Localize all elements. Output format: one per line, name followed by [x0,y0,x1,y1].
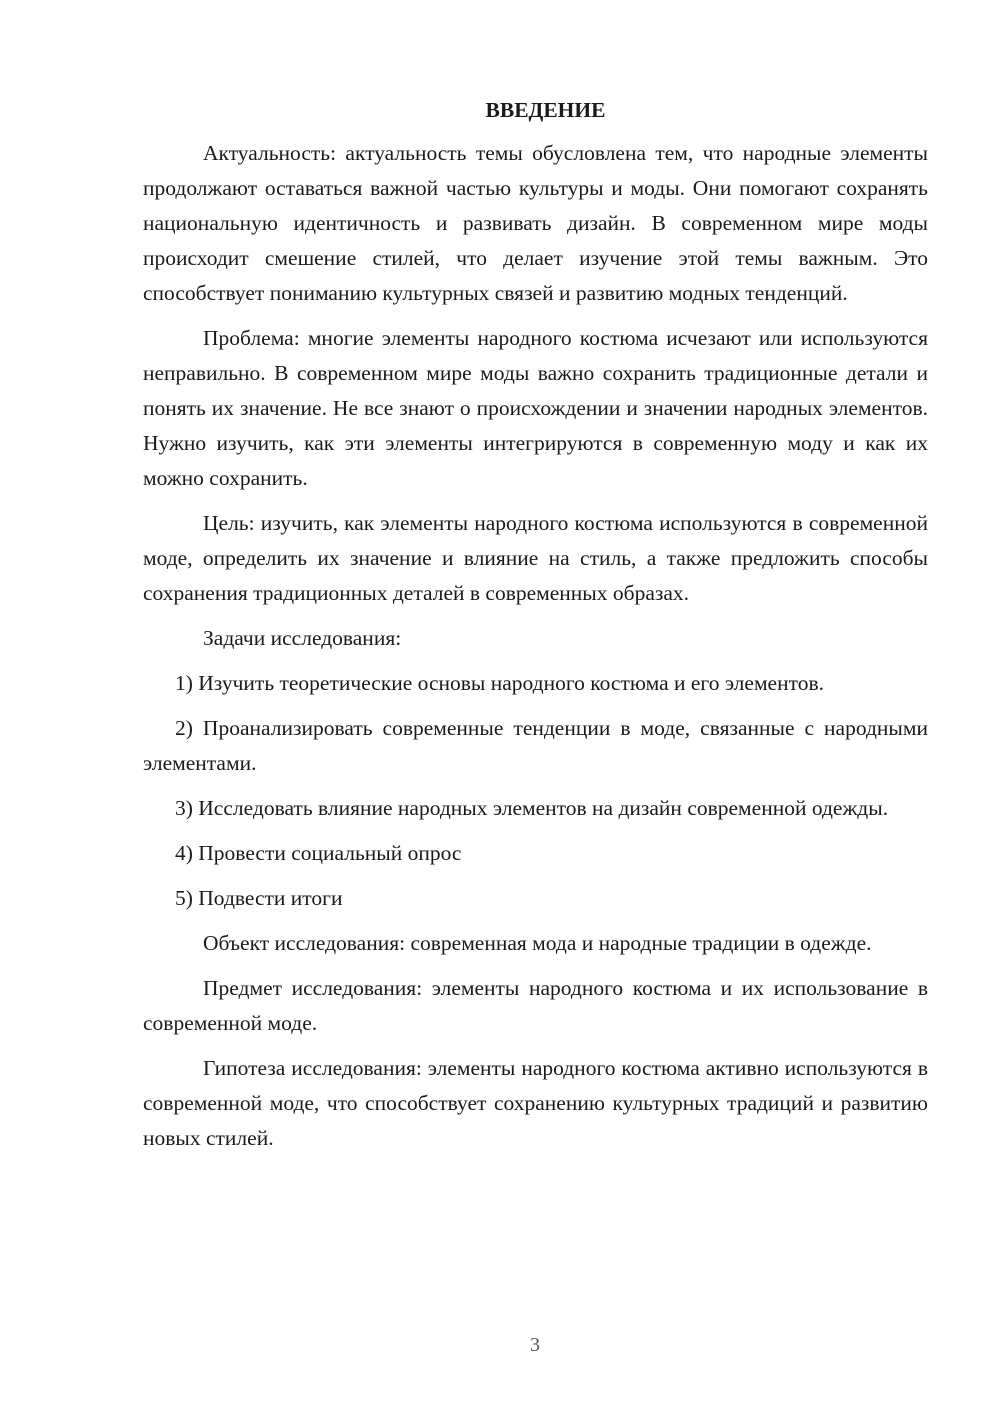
paragraph-object: Объект исследования: современная мода и народные традиции в одежде. [203,931,872,955]
paragraph-goal: Цель: изучить, как элементы народного костюма используются в современной моде, определить их значение и влияние на стиль, а также предложить способы сохранения традиционных деталей в современных образах. [143,511,928,605]
paragraph-hypothesis: Гипотеза исследования: элементы народного костюма активно используются в современной моде, что способствует сохранению культурных традиций и развитию новых стилей. [143,1056,928,1150]
task-item-3: 3) Исследовать влияние народных элементов на дизайн современной одежды. [175,796,889,820]
page-title: ВВЕДЕНИЕ [485,98,606,122]
task-item-5: 5) Подвести итоги [175,886,343,910]
task-item-1: 1) Изучить теоретические основы народного костюма и его элементов. [175,671,824,695]
tasks-heading: Задачи исследования: [203,626,402,650]
document-page [143,96,928,1166]
paragraph-subject: Предмет исследования: элементы народного костюма и их использование в современной моде. [143,976,928,1035]
task-item-2: 2) Проанализировать современные тенденции в моде, связанные с народными элементами. [143,716,928,775]
task-item-4: 4) Провести социальный опрос [175,841,462,865]
paragraph-problem: Проблема: многие элементы народного костюма исчезают или используются неправильно. В современном мире моды важно сохранить традиционные детали и понять их значение. Не все знают о происхождении и значении народных элементов. Нужно изучить, как эти элементы интегрируются в современную моду и как их можно сохранить. [143,326,928,490]
page-number: 3 [530,1334,540,1356]
paragraph-relevance: Актуальность: актуальность темы обусловлена тем, что народные элементы продолжают оставаться важной частью культуры и моды. Они помогают сохранять национальную идентичность и развивать дизайн. В современном мире моды происходит смешение стилей, что делает изучение этой темы важным. Это способствует пониманию культурных связей и развитию модных тенденций. [143,141,928,305]
